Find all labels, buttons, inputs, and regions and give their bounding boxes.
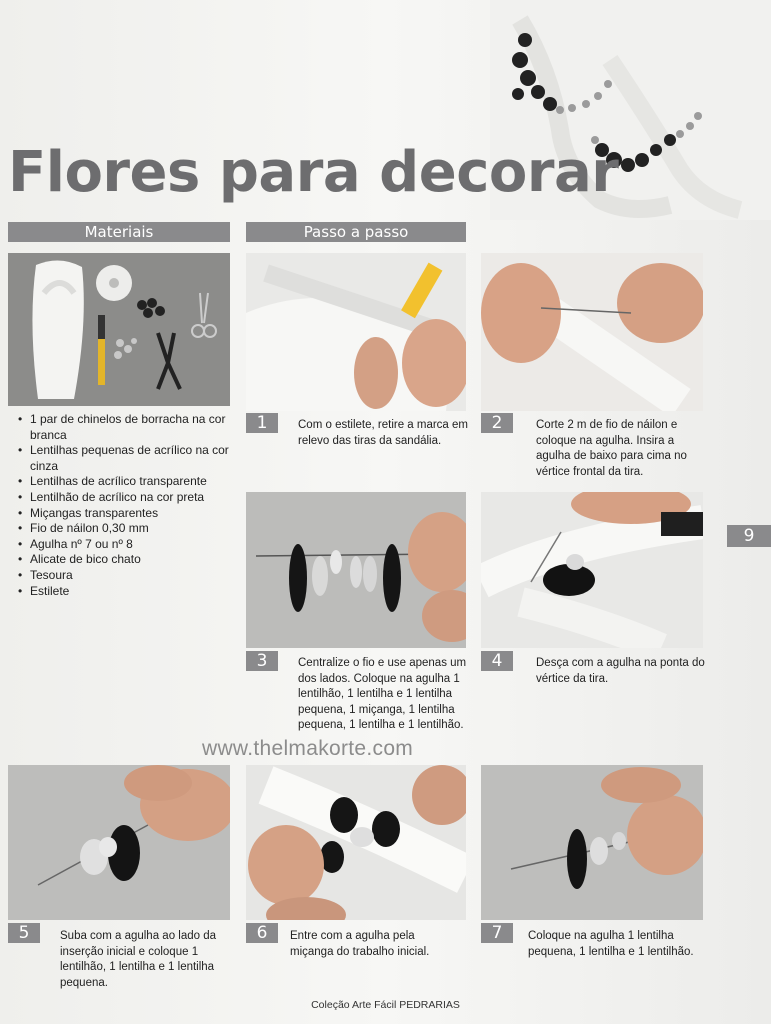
materials-item: • Estilete xyxy=(18,584,233,600)
materials-heading: Materiais xyxy=(8,222,230,242)
page-title: Flores para decorar xyxy=(8,140,619,205)
materials-item: • Lentilhas pequenas de acrílico na cor cinza xyxy=(18,443,233,474)
materials-item: • Alicate de bico chato xyxy=(18,552,233,568)
step-3-number: 3 xyxy=(246,651,278,671)
step-1-number: 1 xyxy=(246,413,278,433)
step-3-text: Centralize o fio e use apenas um dos lados. Coloque na agulha 1 lentilhão, 1 lentilha e 1 lentilha pequena, 1 miçanga, 1 lentilha pequena, 1 lentilha e 1 lentilhão. xyxy=(298,657,467,731)
footer-publication: Coleção Arte Fácil PEDRARIAS xyxy=(311,999,460,1011)
step-6-photo xyxy=(246,765,466,920)
step-7-photo xyxy=(481,765,703,920)
watermark: www.thelmakorte.com xyxy=(202,737,414,760)
step-3-photo xyxy=(246,492,466,648)
materials-photo xyxy=(8,253,230,406)
step-2-text: Corte 2 m de fio de náilon e coloque na agulha. Insira a agulha de baixo para cima no vértice frontal da tira. xyxy=(536,419,687,478)
step-2-number: 2 xyxy=(481,413,513,433)
materials-item: • 1 par de chinelos de borracha na cor branca xyxy=(18,412,233,443)
step-5-number: 5 xyxy=(8,923,40,943)
materials-item: • Lentilhão de acrílico na cor preta xyxy=(18,490,233,506)
step-7-number: 7 xyxy=(481,923,513,943)
page-number-tab: 9 xyxy=(727,525,771,547)
step-1-text: Com o estilete, retire a marca em relevo das tiras da sandália. xyxy=(298,419,469,447)
materials-item: • Tesoura xyxy=(18,568,233,584)
step-5-text: Suba com a agulha ao lado da inserção inicial e coloque 1 lentilhão, 1 lentilha e 1 lentilha pequena. xyxy=(60,930,217,989)
step-7-text: Coloque na agulha 1 lentilha pequena, 1 lentilha e 1 lentilhão. xyxy=(528,930,694,958)
step-4-number: 4 xyxy=(481,651,513,671)
step-6-number: 6 xyxy=(246,923,278,943)
materials-item: • Agulha nº 7 ou nº 8 xyxy=(18,537,233,553)
step-6-text: Entre com a agulha pela miçanga do trabalho inicial. xyxy=(290,930,430,958)
steps-heading: Passo a passo xyxy=(246,222,466,242)
materials-list xyxy=(18,412,233,599)
materials-item: • Lentilhas de acrílico transparente xyxy=(18,474,233,490)
step-2-photo xyxy=(481,253,703,411)
step-4-photo xyxy=(481,492,703,648)
step-5-photo xyxy=(8,765,230,920)
materials-item: • Fio de náilon 0,30 mm xyxy=(18,521,233,537)
materials-item: • Miçangas transparentes xyxy=(18,506,233,522)
step-4-text: Desça com a agulha na ponta do vértice da tira. xyxy=(536,657,705,685)
step-1-photo xyxy=(246,253,466,411)
